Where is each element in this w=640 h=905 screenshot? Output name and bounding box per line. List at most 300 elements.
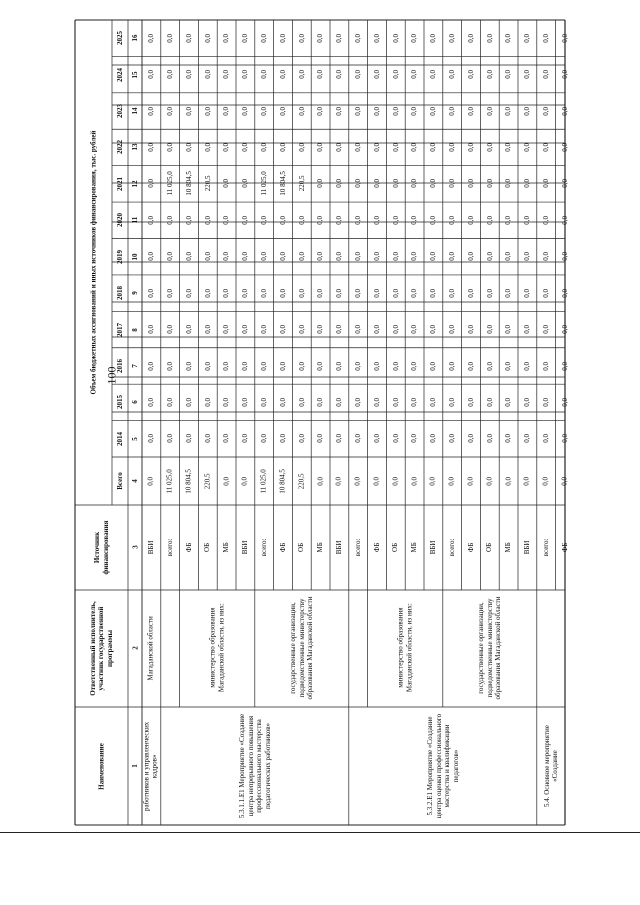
value-cell: 0,0: [353, 288, 362, 298]
value-cell: 0,0: [391, 397, 400, 407]
value-cell: 0,0: [485, 33, 494, 43]
value-cell: 0,0: [316, 106, 325, 116]
value-cell: 0,0: [203, 397, 212, 407]
value-cell: 0,0: [523, 33, 532, 43]
value-cell: 0,0: [447, 179, 456, 189]
value-cell: 0,0: [316, 70, 325, 79]
value-cell: 0,0: [203, 361, 212, 371]
value-cell: 0,0: [147, 106, 156, 116]
value-cell: 0,0: [278, 397, 287, 407]
value-cell: 0,0: [259, 215, 268, 225]
value-cell: 0,0: [504, 288, 513, 298]
value-cell: 0,0: [523, 215, 532, 225]
value-cell: 0,0: [241, 179, 250, 189]
value-cell: 0,0: [278, 288, 287, 298]
value-cell: 0,0: [447, 434, 456, 444]
value-cell: 0,0: [335, 215, 344, 225]
value-cell: 0,0: [184, 70, 193, 79]
header-col-number: 14: [130, 107, 139, 115]
header-total: Всего: [115, 472, 124, 490]
value-cell: 0,0: [184, 143, 193, 152]
value-cell: 0,0: [447, 143, 456, 152]
value-cell: 0,0: [523, 476, 532, 486]
value-cell: 11 025,0: [259, 468, 268, 494]
value-cell: 0,0: [504, 70, 513, 79]
value-cell: 0,0: [410, 434, 419, 444]
value-cell: 0,0: [297, 33, 306, 43]
value-cell: 0,0: [429, 179, 438, 189]
value-cell: 0,0: [466, 143, 475, 152]
executor-cell: [349, 592, 368, 704]
value-cell: 0,0: [372, 106, 381, 116]
source-cell: МБ: [410, 541, 419, 553]
header-year: 2019: [115, 249, 124, 264]
value-cell: 0,0: [297, 397, 306, 407]
value-cell: 0,0: [485, 325, 494, 334]
value-cell: 0,0: [504, 106, 513, 116]
value-cell: 0,0: [259, 70, 268, 79]
value-cell: 0,0: [147, 361, 156, 371]
source-cell: ФБ: [184, 542, 193, 552]
value-cell: 0,0: [222, 397, 231, 407]
value-cell: 0,0: [466, 252, 475, 262]
value-cell: 11 025,0: [165, 171, 174, 196]
source-cell: всего:: [447, 538, 456, 556]
executor-cell: министерство образования Магаданской области, из них:: [208, 603, 226, 693]
value-cell: 0,0: [335, 325, 344, 334]
value-cell: 0,0: [504, 434, 513, 444]
value-cell: 0,0: [523, 288, 532, 298]
value-cell: 10 804,5: [278, 171, 287, 197]
header-col-number: 8: [130, 327, 139, 332]
value-cell: 0,0: [259, 143, 268, 152]
value-cell: 0,0: [447, 361, 456, 371]
value-cell: 0,0: [165, 434, 174, 444]
value-cell: 0,0: [316, 397, 325, 407]
value-cell: 0,0: [278, 33, 287, 43]
value-cell: 0,0: [560, 476, 569, 486]
value-cell: 0,0: [485, 288, 494, 298]
value-cell: 0,0: [259, 434, 268, 444]
value-cell: 0,0: [410, 215, 419, 225]
value-cell: 0,0: [504, 215, 513, 225]
value-cell: 0,0: [203, 33, 212, 43]
executor-cell: министерство образования Магаданской области, из них:: [396, 603, 414, 693]
value-cell: 0,0: [203, 106, 212, 116]
value-cell: 0,0: [429, 33, 438, 43]
value-cell: 0,0: [353, 476, 362, 486]
value-cell: 0,0: [278, 361, 287, 371]
value-cell: 0,0: [541, 179, 550, 189]
value-cell: 0,0: [316, 434, 325, 444]
value-cell: 0,0: [353, 252, 362, 262]
value-cell: 0,0: [147, 215, 156, 225]
value-cell: 0,0: [466, 33, 475, 43]
value-cell: 0,0: [335, 179, 344, 189]
value-cell: 0,0: [485, 179, 494, 189]
name-cell: 5.3.1.1.Е1 Мероприятие «Создание центра непрерывного повышения профессионального мастерства педагогических работников»: [237, 713, 272, 819]
value-cell: 0,0: [391, 143, 400, 152]
value-cell: 0,0: [278, 106, 287, 116]
header-col-number: 5: [130, 437, 139, 441]
value-cell: 0,0: [259, 361, 268, 371]
value-cell: 0,0: [297, 70, 306, 79]
value-cell: 0,0: [410, 397, 419, 407]
header-source: Источник финансирования: [93, 520, 110, 574]
value-cell: 0,0: [184, 397, 193, 407]
name-cell: 5.4. Основное мероприятие «Создание: [542, 725, 559, 807]
header-col-number: 4: [130, 479, 139, 483]
value-cell: 0,0: [203, 143, 212, 152]
value-cell: 0,0: [297, 325, 306, 334]
value-cell: 0,0: [184, 434, 193, 444]
value-cell: 0,0: [222, 325, 231, 334]
header-year: 2017: [115, 322, 124, 337]
value-cell: 0,0: [203, 215, 212, 225]
value-cell: 0,0: [147, 325, 156, 334]
value-cell: 0,0: [203, 288, 212, 298]
value-cell: 0,0: [429, 288, 438, 298]
value-cell: 0,0: [222, 476, 231, 486]
value-cell: 0,0: [391, 33, 400, 43]
value-cell: 0,0: [391, 476, 400, 486]
value-cell: 0,0: [353, 179, 362, 189]
value-cell: 0,0: [523, 143, 532, 152]
value-cell: 0,0: [391, 215, 400, 225]
value-cell: 0,0: [335, 70, 344, 79]
value-cell: 0,0: [541, 476, 550, 486]
value-cell: 0,0: [429, 215, 438, 225]
executor-cell: государственные организации, подведомственные министерству образования Магаданской области: [477, 596, 503, 700]
value-cell: 0,0: [560, 288, 569, 298]
header-col-number: 2: [130, 646, 139, 650]
value-cell: 0,0: [297, 434, 306, 444]
value-cell: 0,0: [410, 179, 419, 189]
value-cell: 220,5: [203, 175, 212, 192]
value-cell: 0,0: [203, 325, 212, 334]
value-cell: 0,0: [259, 33, 268, 43]
value-cell: 0,0: [147, 143, 156, 152]
value-cell: 0,0: [429, 434, 438, 444]
value-cell: 0,0: [429, 252, 438, 262]
value-cell: 0,0: [485, 252, 494, 262]
executor-cell: Магаданской области: [147, 615, 156, 681]
value-cell: 0,0: [372, 143, 381, 152]
value-cell: 0,0: [222, 179, 231, 189]
value-cell: 0,0: [447, 70, 456, 79]
value-cell: 0,0: [410, 143, 419, 152]
value-cell: 0,0: [147, 397, 156, 407]
value-cell: 0,0: [297, 215, 306, 225]
value-cell: 0,0: [410, 106, 419, 116]
source-cell: ФБ: [560, 542, 569, 552]
value-cell: 0,0: [241, 70, 250, 79]
value-cell: 220,5: [203, 473, 212, 489]
value-cell: 0,0: [560, 143, 569, 152]
value-cell: 0,0: [184, 33, 193, 43]
value-cell: 0,0: [165, 252, 174, 262]
value-cell: 0,0: [335, 252, 344, 262]
value-cell: 0,0: [372, 476, 381, 486]
value-cell: 0,0: [541, 325, 550, 334]
header-col-number: 7: [130, 364, 139, 368]
value-cell: 0,0: [147, 33, 156, 43]
value-cell: 0,0: [165, 288, 174, 298]
value-cell: 220,5: [297, 473, 306, 489]
value-cell: 0,0: [241, 325, 250, 334]
value-cell: 0,0: [203, 252, 212, 262]
value-cell: 0,0: [353, 325, 362, 334]
value-cell: 0,0: [297, 106, 306, 116]
value-cell: 0,0: [259, 325, 268, 334]
value-cell: 0,0: [391, 70, 400, 79]
value-cell: 0,0: [466, 70, 475, 79]
header-year: 2024: [115, 67, 124, 82]
value-cell: 0,0: [335, 288, 344, 298]
value-cell: 0,0: [147, 288, 156, 298]
value-cell: 0,0: [466, 179, 475, 189]
source-cell: всего:: [353, 538, 362, 556]
value-cell: 11 025,0: [165, 468, 174, 494]
value-cell: 0,0: [335, 361, 344, 371]
source-cell: ОБ: [297, 542, 306, 552]
value-cell: 0,0: [504, 33, 513, 43]
value-cell: 0,0: [560, 325, 569, 334]
header-year: 2025: [115, 31, 124, 46]
value-cell: 0,0: [316, 252, 325, 262]
value-cell: 0,0: [259, 106, 268, 116]
value-cell: 0,0: [523, 252, 532, 262]
value-cell: 0,0: [429, 476, 438, 486]
value-cell: 0,0: [165, 33, 174, 43]
value-cell: 0,0: [560, 252, 569, 262]
value-cell: 0,0: [560, 434, 569, 444]
value-cell: 0,0: [353, 143, 362, 152]
source-cell: ВБИ: [335, 540, 344, 554]
name-cell: работников и управленческих кадров»: [142, 721, 160, 811]
value-cell: 0,0: [372, 288, 381, 298]
value-cell: 0,0: [541, 106, 550, 116]
value-cell: 0,0: [165, 143, 174, 152]
value-cell: 0,0: [222, 252, 231, 262]
value-cell: 0,0: [241, 143, 250, 152]
value-cell: 0,0: [372, 397, 381, 407]
source-cell: ВБИ: [523, 540, 532, 554]
value-cell: 0,0: [429, 397, 438, 407]
value-cell: 0,0: [391, 325, 400, 334]
value-cell: 0,0: [184, 252, 193, 262]
name-cell: 5.3.2.Е1 Мероприятие «Создание центра оценки профессионального мастерства и квалификации педагогов»: [425, 713, 460, 819]
value-cell: 0,0: [541, 215, 550, 225]
executor-cell: [537, 592, 565, 704]
value-cell: 0,0: [165, 397, 174, 407]
value-cell: 0,0: [391, 288, 400, 298]
value-cell: 10 804,5: [184, 468, 193, 494]
value-cell: 0,0: [429, 70, 438, 79]
value-cell: 0,0: [241, 33, 250, 43]
value-cell: 0,0: [372, 252, 381, 262]
value-cell: 0,0: [165, 106, 174, 116]
value-cell: 0,0: [541, 143, 550, 152]
value-cell: 0,0: [259, 397, 268, 407]
value-cell: 0,0: [391, 252, 400, 262]
value-cell: 0,0: [335, 434, 344, 444]
value-cell: 0,0: [429, 106, 438, 116]
value-cell: 0,0: [278, 70, 287, 79]
value-cell: 0,0: [165, 361, 174, 371]
value-cell: 0,0: [297, 252, 306, 262]
value-cell: 0,0: [523, 106, 532, 116]
value-cell: 0,0: [353, 361, 362, 371]
value-cell: 0,0: [372, 179, 381, 189]
value-cell: 10 804,5: [184, 171, 193, 197]
source-cell: ОБ: [203, 542, 212, 552]
value-cell: 0,0: [241, 397, 250, 407]
source-cell: всего:: [259, 538, 268, 556]
value-cell: 0,0: [391, 179, 400, 189]
value-cell: 0,0: [447, 33, 456, 43]
value-cell: 0,0: [541, 252, 550, 262]
value-cell: 0,0: [353, 33, 362, 43]
value-cell: 0,0: [316, 288, 325, 298]
value-cell: 0,0: [241, 215, 250, 225]
source-cell: МБ: [316, 541, 325, 553]
value-cell: 0,0: [466, 288, 475, 298]
value-cell: 0,0: [184, 106, 193, 116]
value-cell: 0,0: [353, 70, 362, 79]
header-col-number: 9: [130, 291, 139, 295]
value-cell: 0,0: [184, 361, 193, 371]
value-cell: 0,0: [316, 325, 325, 334]
header-col-number: 11: [130, 216, 139, 224]
value-cell: 0,0: [541, 397, 550, 407]
value-cell: 0,0: [429, 361, 438, 371]
value-cell: 0,0: [485, 143, 494, 152]
header-col-number: 3: [130, 545, 139, 549]
header-col-number: 16: [130, 34, 139, 42]
value-cell: 0,0: [485, 215, 494, 225]
value-cell: 0,0: [203, 434, 212, 444]
value-cell: 0,0: [297, 288, 306, 298]
value-cell: 0,0: [335, 143, 344, 152]
value-cell: 0,0: [504, 361, 513, 371]
header-col-number: 6: [130, 400, 139, 405]
value-cell: 0,0: [410, 33, 419, 43]
header-year: 2021: [115, 176, 124, 191]
value-cell: 0,0: [147, 434, 156, 444]
executor-cell: [161, 592, 180, 704]
value-cell: 0,0: [222, 361, 231, 371]
header-executor: Ответственный исполнитель, участник государственной программы: [88, 600, 114, 696]
value-cell: 0,0: [241, 106, 250, 116]
value-cell: 0,0: [429, 143, 438, 152]
source-cell: МБ: [222, 541, 231, 553]
source-cell: ФБ: [466, 542, 475, 552]
page-bottom-rule: [0, 832, 640, 833]
value-cell: 0,0: [184, 288, 193, 298]
value-cell: 0,0: [410, 476, 419, 486]
value-cell: 0,0: [335, 397, 344, 407]
value-cell: 0,0: [278, 252, 287, 262]
value-cell: 0,0: [466, 215, 475, 225]
value-cell: 0,0: [165, 215, 174, 225]
value-cell: 0,0: [410, 70, 419, 79]
value-cell: 0,0: [372, 361, 381, 371]
value-cell: 0,0: [504, 397, 513, 407]
value-cell: 0,0: [316, 33, 325, 43]
value-cell: 0,0: [560, 397, 569, 407]
value-cell: 0,0: [466, 325, 475, 334]
header-year: 2015: [115, 395, 124, 410]
header-funding-title: Объем бюджетных ассигнований и иных источников финансирования, тыс. рублей: [89, 130, 98, 394]
value-cell: 0,0: [335, 106, 344, 116]
value-cell: 0,0: [485, 106, 494, 116]
value-cell: 0,0: [523, 325, 532, 334]
value-cell: 0,0: [241, 476, 250, 486]
value-cell: 0,0: [203, 70, 212, 79]
value-cell: 0,0: [504, 476, 513, 486]
value-cell: 0,0: [278, 215, 287, 225]
header-year: 2023: [115, 104, 124, 119]
source-cell: всего:: [541, 538, 550, 556]
value-cell: 0,0: [147, 70, 156, 79]
value-cell: 0,0: [147, 476, 156, 486]
header-col-number: 10: [130, 253, 139, 261]
value-cell: 0,0: [259, 252, 268, 262]
value-cell: 0,0: [165, 70, 174, 79]
header-year: 2018: [115, 286, 124, 301]
value-cell: 0,0: [410, 325, 419, 334]
header-col-number: 12: [130, 180, 139, 188]
value-cell: 0,0: [447, 252, 456, 262]
value-cell: 0,0: [541, 361, 550, 371]
value-cell: 0,0: [353, 106, 362, 116]
value-cell: 10 804,5: [278, 468, 287, 494]
header-year: 2022: [115, 140, 124, 155]
value-cell: 0,0: [147, 179, 156, 189]
value-cell: 0,0: [504, 143, 513, 152]
value-cell: 0,0: [372, 434, 381, 444]
value-cell: 0,0: [372, 325, 381, 334]
source-cell: ФБ: [278, 542, 287, 552]
value-cell: 0,0: [447, 325, 456, 334]
value-cell: 0,0: [466, 397, 475, 407]
header-col-number: 1: [130, 764, 139, 768]
value-cell: 0,0: [222, 70, 231, 79]
value-cell: 0,0: [316, 143, 325, 152]
value-cell: 0,0: [184, 325, 193, 334]
value-cell: 0,0: [391, 361, 400, 371]
value-cell: 0,0: [523, 179, 532, 189]
value-cell: 0,0: [466, 106, 475, 116]
value-cell: 0,0: [222, 288, 231, 298]
value-cell: 0,0: [466, 361, 475, 371]
header-year: 2020: [115, 213, 124, 228]
value-cell: 0,0: [541, 434, 550, 444]
source-cell: ФБ: [372, 542, 381, 552]
value-cell: 0,0: [335, 476, 344, 486]
source-cell: ОБ: [485, 542, 494, 552]
value-cell: 0,0: [485, 476, 494, 486]
value-cell: 0,0: [560, 179, 569, 189]
value-cell: 0,0: [278, 143, 287, 152]
header-name: Наименование: [97, 742, 106, 790]
value-cell: 0,0: [447, 288, 456, 298]
value-cell: 0,0: [447, 215, 456, 225]
value-cell: 11 025,0: [259, 171, 268, 196]
value-cell: 0,0: [241, 252, 250, 262]
value-cell: 0,0: [241, 434, 250, 444]
